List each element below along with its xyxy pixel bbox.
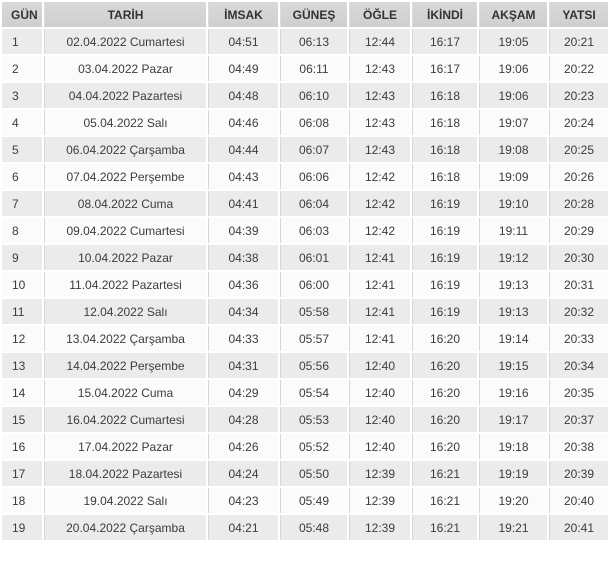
cell-tarih: 13.04.2022 Çarşamba <box>44 326 206 351</box>
cell-ogle: 12:41 <box>349 272 410 297</box>
cell-yatsi: 20:26 <box>549 164 608 189</box>
cell-ogle: 12:41 <box>349 299 410 324</box>
table-row <box>2 245 608 270</box>
cell-gunes: 05:57 <box>280 326 347 351</box>
cell-ikindi: 16:19 <box>412 191 477 216</box>
cell-gunes: 06:01 <box>280 245 347 270</box>
cell-gun: 6 <box>2 164 42 189</box>
cell-tarih: 02.04.2022 Cumartesi <box>44 29 206 54</box>
cell-ogle: 12:40 <box>349 353 410 378</box>
cell-imsak: 04:33 <box>208 326 278 351</box>
cell-gunes: 06:13 <box>280 29 347 54</box>
cell-ikindi: 16:17 <box>412 56 477 81</box>
cell-gunes: 05:49 <box>280 488 347 513</box>
cell-ogle: 12:43 <box>349 56 410 81</box>
cell-aksam: 19:14 <box>479 326 547 351</box>
cell-ikindi: 16:19 <box>412 245 477 270</box>
cell-gun: 17 <box>2 461 42 486</box>
cell-ikindi: 16:19 <box>412 272 477 297</box>
cell-ikindi: 16:18 <box>412 164 477 189</box>
cell-tarih: 05.04.2022 Salı <box>44 110 206 135</box>
table-row <box>2 326 608 351</box>
cell-aksam: 19:13 <box>479 272 547 297</box>
cell-tarih: 06.04.2022 Çarşamba <box>44 137 206 162</box>
cell-gunes: 06:11 <box>280 56 347 81</box>
cell-tarih: 17.04.2022 Pazar <box>44 434 206 459</box>
table-row <box>2 110 608 135</box>
cell-ogle: 12:39 <box>349 461 410 486</box>
cell-gun: 9 <box>2 245 42 270</box>
cell-gunes: 06:06 <box>280 164 347 189</box>
cell-tarih: 07.04.2022 Perşembe <box>44 164 206 189</box>
cell-gunes: 05:54 <box>280 380 347 405</box>
table-row <box>2 434 608 459</box>
cell-gunes: 05:53 <box>280 407 347 432</box>
cell-imsak: 04:31 <box>208 353 278 378</box>
cell-yatsi: 20:35 <box>549 380 608 405</box>
cell-gunes: 06:04 <box>280 191 347 216</box>
cell-imsak: 04:43 <box>208 164 278 189</box>
cell-imsak: 04:36 <box>208 272 278 297</box>
cell-imsak: 04:51 <box>208 29 278 54</box>
table-row <box>2 218 608 243</box>
cell-yatsi: 20:25 <box>549 137 608 162</box>
cell-yatsi: 20:32 <box>549 299 608 324</box>
cell-aksam: 19:10 <box>479 191 547 216</box>
cell-ogle: 12:39 <box>349 488 410 513</box>
table-row <box>2 56 608 81</box>
cell-aksam: 19:20 <box>479 488 547 513</box>
cell-imsak: 04:46 <box>208 110 278 135</box>
cell-ogle: 12:40 <box>349 434 410 459</box>
cell-tarih: 15.04.2022 Cuma <box>44 380 206 405</box>
table-row <box>2 407 608 432</box>
cell-gunes: 05:56 <box>280 353 347 378</box>
cell-tarih: 08.04.2022 Cuma <box>44 191 206 216</box>
cell-ogle: 12:42 <box>349 218 410 243</box>
cell-imsak: 04:39 <box>208 218 278 243</box>
cell-aksam: 19:07 <box>479 110 547 135</box>
cell-ikindi: 16:21 <box>412 461 477 486</box>
cell-ikindi: 16:19 <box>412 218 477 243</box>
cell-gunes: 06:03 <box>280 218 347 243</box>
cell-ikindi: 16:19 <box>412 299 477 324</box>
cell-aksam: 19:13 <box>479 299 547 324</box>
cell-imsak: 04:41 <box>208 191 278 216</box>
cell-yatsi: 20:40 <box>549 488 608 513</box>
cell-gunes: 06:07 <box>280 137 347 162</box>
cell-aksam: 19:11 <box>479 218 547 243</box>
column-header-ikindi: İKİNDİ <box>412 2 477 27</box>
cell-imsak: 04:38 <box>208 245 278 270</box>
cell-yatsi: 20:29 <box>549 218 608 243</box>
cell-imsak: 04:28 <box>208 407 278 432</box>
cell-imsak: 04:23 <box>208 488 278 513</box>
cell-imsak: 04:49 <box>208 56 278 81</box>
cell-aksam: 19:05 <box>479 29 547 54</box>
cell-gun: 18 <box>2 488 42 513</box>
cell-gunes: 05:58 <box>280 299 347 324</box>
cell-aksam: 19:17 <box>479 407 547 432</box>
cell-gun: 5 <box>2 137 42 162</box>
column-header-aksam: AKŞAM <box>479 2 547 27</box>
cell-gunes: 06:08 <box>280 110 347 135</box>
cell-tarih: 18.04.2022 Pazartesi <box>44 461 206 486</box>
cell-gun: 14 <box>2 380 42 405</box>
cell-ikindi: 16:21 <box>412 515 477 540</box>
cell-aksam: 19:19 <box>479 461 547 486</box>
cell-aksam: 19:18 <box>479 434 547 459</box>
cell-ikindi: 16:17 <box>412 29 477 54</box>
cell-ogle: 12:43 <box>349 83 410 108</box>
cell-imsak: 04:24 <box>208 461 278 486</box>
column-header-imsak: İMSAK <box>208 2 278 27</box>
column-header-gunes: GÜNEŞ <box>280 2 347 27</box>
cell-tarih: 14.04.2022 Perşembe <box>44 353 206 378</box>
cell-yatsi: 20:24 <box>549 110 608 135</box>
cell-ogle: 12:40 <box>349 380 410 405</box>
cell-tarih: 11.04.2022 Pazartesi <box>44 272 206 297</box>
cell-gun: 1 <box>2 29 42 54</box>
cell-gun: 2 <box>2 56 42 81</box>
cell-aksam: 19:06 <box>479 56 547 81</box>
cell-aksam: 19:15 <box>479 353 547 378</box>
cell-yatsi: 20:41 <box>549 515 608 540</box>
column-header-ogle: ÖĞLE <box>349 2 410 27</box>
cell-gun: 12 <box>2 326 42 351</box>
cell-tarih: 12.04.2022 Salı <box>44 299 206 324</box>
cell-imsak: 04:26 <box>208 434 278 459</box>
cell-tarih: 16.04.2022 Cumartesi <box>44 407 206 432</box>
table-row <box>2 191 608 216</box>
cell-gun: 8 <box>2 218 42 243</box>
cell-aksam: 19:12 <box>479 245 547 270</box>
cell-yatsi: 20:33 <box>549 326 608 351</box>
cell-ikindi: 16:18 <box>412 137 477 162</box>
cell-ogle: 12:40 <box>349 407 410 432</box>
cell-yatsi: 20:30 <box>549 245 608 270</box>
cell-yatsi: 20:21 <box>549 29 608 54</box>
cell-ogle: 12:42 <box>349 191 410 216</box>
cell-gun: 11 <box>2 299 42 324</box>
table-row <box>2 488 608 513</box>
cell-yatsi: 20:38 <box>549 434 608 459</box>
cell-yatsi: 20:37 <box>549 407 608 432</box>
cell-tarih: 19.04.2022 Salı <box>44 488 206 513</box>
cell-ogle: 12:44 <box>349 29 410 54</box>
cell-ogle: 12:43 <box>349 110 410 135</box>
cell-imsak: 04:29 <box>208 380 278 405</box>
cell-gun: 4 <box>2 110 42 135</box>
table-row <box>2 461 608 486</box>
cell-ogle: 12:41 <box>349 245 410 270</box>
cell-tarih: 03.04.2022 Pazar <box>44 56 206 81</box>
cell-ogle: 12:43 <box>349 137 410 162</box>
cell-aksam: 19:06 <box>479 83 547 108</box>
cell-yatsi: 20:28 <box>549 191 608 216</box>
table-body <box>2 29 608 540</box>
cell-tarih: 09.04.2022 Cumartesi <box>44 218 206 243</box>
cell-yatsi: 20:22 <box>549 56 608 81</box>
cell-aksam: 19:08 <box>479 137 547 162</box>
cell-gun: 15 <box>2 407 42 432</box>
table-row <box>2 299 608 324</box>
cell-ikindi: 16:20 <box>412 380 477 405</box>
cell-ogle: 12:42 <box>349 164 410 189</box>
cell-ogle: 12:41 <box>349 326 410 351</box>
table-row <box>2 83 608 108</box>
table-row <box>2 137 608 162</box>
table-row <box>2 515 608 540</box>
cell-ogle: 12:39 <box>349 515 410 540</box>
cell-ikindi: 16:18 <box>412 110 477 135</box>
cell-ikindi: 16:20 <box>412 407 477 432</box>
cell-gunes: 05:50 <box>280 461 347 486</box>
table-row <box>2 380 608 405</box>
cell-ikindi: 16:20 <box>412 326 477 351</box>
cell-gun: 13 <box>2 353 42 378</box>
column-header-gun: GÜN <box>2 2 42 27</box>
cell-aksam: 19:21 <box>479 515 547 540</box>
cell-ikindi: 16:21 <box>412 488 477 513</box>
cell-gun: 10 <box>2 272 42 297</box>
cell-gun: 7 <box>2 191 42 216</box>
cell-gunes: 06:10 <box>280 83 347 108</box>
cell-gunes: 05:52 <box>280 434 347 459</box>
table-row <box>2 29 608 54</box>
table-row <box>2 164 608 189</box>
cell-yatsi: 20:39 <box>549 461 608 486</box>
cell-tarih: 10.04.2022 Pazar <box>44 245 206 270</box>
cell-ikindi: 16:18 <box>412 83 477 108</box>
table-header-row <box>2 2 608 27</box>
cell-aksam: 19:09 <box>479 164 547 189</box>
cell-ikindi: 16:20 <box>412 353 477 378</box>
cell-ikindi: 16:20 <box>412 434 477 459</box>
cell-imsak: 04:44 <box>208 137 278 162</box>
cell-tarih: 04.04.2022 Pazartesi <box>44 83 206 108</box>
cell-gun: 16 <box>2 434 42 459</box>
column-header-yatsi: YATSI <box>549 2 608 27</box>
cell-gun: 19 <box>2 515 42 540</box>
cell-yatsi: 20:31 <box>549 272 608 297</box>
cell-tarih: 20.04.2022 Çarşamba <box>44 515 206 540</box>
cell-gun: 3 <box>2 83 42 108</box>
cell-gunes: 06:00 <box>280 272 347 297</box>
cell-imsak: 04:21 <box>208 515 278 540</box>
cell-imsak: 04:34 <box>208 299 278 324</box>
header-row <box>2 2 608 27</box>
column-header-tarih: TARİH <box>44 2 206 27</box>
cell-imsak: 04:48 <box>208 83 278 108</box>
table-row <box>2 272 608 297</box>
cell-gunes: 05:48 <box>280 515 347 540</box>
cell-yatsi: 20:23 <box>549 83 608 108</box>
cell-aksam: 19:16 <box>479 380 547 405</box>
cell-yatsi: 20:34 <box>549 353 608 378</box>
table-row <box>2 353 608 378</box>
